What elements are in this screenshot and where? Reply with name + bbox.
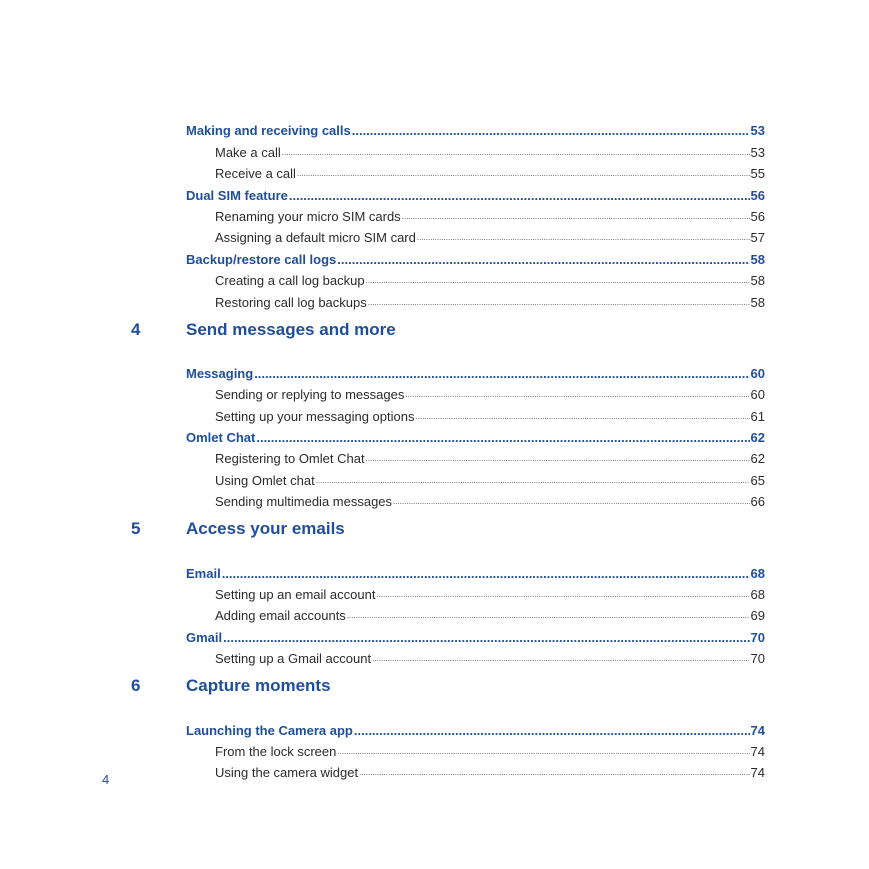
toc-section-entry[interactable] [186,425,765,446]
entry-page-number: 74 [750,743,765,759]
entry-label: Using Omlet chat [215,472,315,488]
toc-item-entry[interactable] [215,739,765,760]
entry-page-number: 53 [750,144,765,160]
toc-item-entry[interactable] [215,760,765,781]
toc-item-entry[interactable] [215,603,765,624]
chapter-number: 5 [131,519,141,539]
toc-section-entry[interactable] [186,624,765,645]
entry-label: Receive a call [215,166,296,182]
entry-page-number: 74 [750,722,765,738]
entry-page-number: 58 [750,273,765,289]
entry-label: Backup/restore call logs [186,251,337,267]
entry-label: Make a call [215,144,281,160]
entry-page-number: 60 [750,387,765,403]
dot-leader [337,252,749,268]
dot-leader [282,145,750,161]
dot-leader [372,651,749,667]
entry-label: From the lock screen [215,743,337,759]
dot-leader [297,166,750,182]
entry-page-number: 70 [750,651,765,667]
dot-leader [223,630,749,646]
toc-item-entry[interactable] [215,161,765,182]
entry-page-number: 62 [750,430,765,446]
toc-item-entry[interactable] [215,289,765,310]
toc-item-entry[interactable] [215,582,765,603]
dot-leader [337,744,749,760]
toc-item-entry[interactable] [215,268,765,289]
entry-label: Setting up an email account [215,587,376,603]
chapter-number: 4 [131,319,141,339]
toc-item-entry[interactable] [215,646,765,667]
entry-page-number: 74 [750,765,765,781]
toc-section-entry[interactable] [186,560,765,581]
entry-page-number: 57 [750,230,765,246]
entry-label: Launching the Camera app [186,722,353,738]
toc-item-entry[interactable] [215,403,765,424]
page-number: 4 [102,772,110,787]
entry-page-number: 56 [750,187,765,203]
dot-leader [347,608,750,624]
dot-leader [354,723,750,739]
entry-label: Omlet Chat [186,430,256,446]
entry-label: Renaming your micro SIM cards [215,208,401,224]
dot-leader [254,366,749,382]
chapter-title: Send messages and more [186,319,396,339]
dot-leader [417,230,750,246]
toc-item-entry[interactable] [215,489,765,510]
dot-leader [393,494,749,510]
dot-leader [415,409,749,425]
entry-label: Gmail [186,629,223,645]
toc-item-entry[interactable] [215,139,765,160]
dot-leader [368,295,750,311]
entry-label: Dual SIM feature [186,187,288,203]
entry-page-number: 68 [750,587,765,603]
dot-leader [402,209,750,225]
entry-label: Using the camera widget [215,765,359,781]
dot-leader [405,387,749,403]
entry-page-number: 70 [750,629,765,645]
entry-page-number: 53 [750,123,765,139]
dot-leader [289,188,750,204]
entry-label: Registering to Omlet Chat [215,451,365,467]
dot-leader [316,473,750,489]
toc-item-entry[interactable] [215,382,765,403]
entry-label: Sending multimedia messages [215,494,393,510]
chapter-heading [0,673,869,717]
entry-label: Messaging [186,365,254,381]
entry-page-number: 62 [750,451,765,467]
chapter-number: 6 [131,676,141,696]
chapter-title: Capture moments [186,676,331,696]
toc-section-entry[interactable] [186,182,765,203]
entry-page-number: 68 [750,565,765,581]
toc-item-entry[interactable] [215,204,765,225]
entry-page-number: 58 [750,294,765,310]
entry-label: Setting up your messaging options [215,408,415,424]
dot-leader [366,451,750,467]
dot-leader [366,273,750,289]
toc-item-entry[interactable] [215,446,765,467]
dot-leader [359,765,749,781]
entry-label: Making and receiving calls [186,123,351,139]
entry-page-number: 69 [750,608,765,624]
entry-page-number: 61 [750,408,765,424]
toc-section-entry[interactable] [186,118,765,139]
entry-label: Sending or replying to messages [215,387,405,403]
entry-page-number: 58 [750,251,765,267]
entry-label: Adding email accounts [215,608,346,624]
chapter-heading [0,317,869,361]
entry-label: Creating a call log backup [215,273,365,289]
entry-page-number: 55 [750,166,765,182]
dot-leader [376,587,749,603]
entry-label: Setting up a Gmail account [215,651,372,667]
dot-leader [256,430,749,446]
toc-item-entry[interactable] [215,467,765,488]
entry-label: Email [186,565,221,581]
entry-page-number: 65 [750,472,765,488]
toc-section-entry[interactable] [186,717,765,738]
table-of-contents [0,118,869,781]
toc-section-entry[interactable] [186,361,765,382]
entry-page-number: 56 [750,208,765,224]
dot-leader [352,123,750,139]
toc-item-entry[interactable] [215,225,765,246]
toc-section-entry[interactable] [186,246,765,267]
chapter-heading [0,516,869,560]
entry-page-number: 60 [750,365,765,381]
entry-label: Restoring call log backups [215,294,367,310]
entry-label: Assigning a default micro SIM card [215,230,416,246]
entry-page-number: 66 [750,494,765,510]
dot-leader [222,566,750,582]
chapter-title: Access your emails [186,519,345,539]
